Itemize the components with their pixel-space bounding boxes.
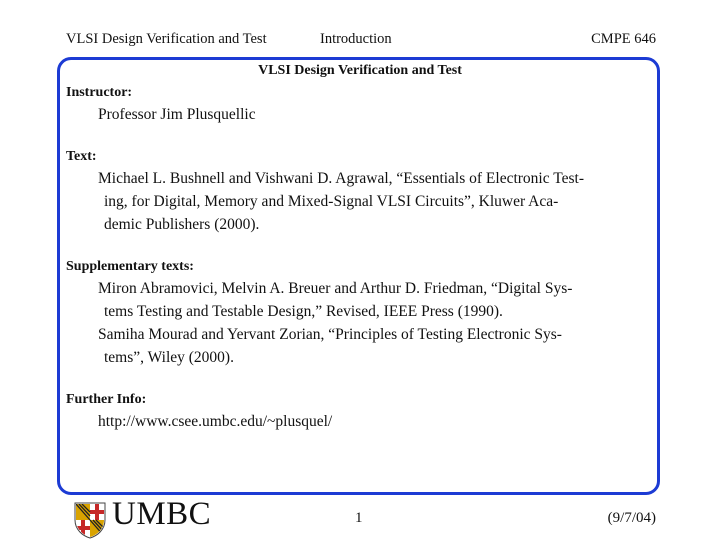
further-info-url: http://www.csee.umbc.edu/~plusquel/ [98,413,333,430]
instructor-name: Professor Jim Plusquellic [98,106,256,123]
text-heading: Text: [66,149,97,164]
header-course-code: CMPE 646 [591,31,656,47]
text-line: demic Publishers (2000). [104,216,260,233]
further-info-heading: Further Info: [66,392,147,407]
text-line: ing, for Digital, Memory and Mixed-Signal VLSI Circuits”, Kluwer Aca- [104,193,559,210]
header-section: Introduction [320,31,392,47]
instructor-heading: Instructor: [66,85,133,100]
slide-content [66,82,666,433]
supplementary-line: tems”, Wiley (2000). [104,349,234,366]
supplementary-line: Miron Abramovici, Melvin A. Breuer and Arthur D. Friedman, “Digital Sys- [98,280,573,297]
supplementary-heading: Supplementary texts: [66,259,194,274]
page-number: 1 [355,510,363,526]
umbc-seal-icon [72,500,108,540]
footer-date: (9/7/04) [607,510,656,526]
slide-title: VLSI Design Verification and Test [258,63,462,78]
supplementary-line: Samiha Mourad and Yervant Zorian, “Principles of Testing Electronic Sys- [98,326,562,343]
supplementary-line: tems Testing and Testable Design,” Revised, IEEE Press (1990). [104,303,503,320]
umbc-logo-text: UMBC [112,496,212,532]
header-course-name: VLSI Design Verification and Test [66,31,267,47]
text-line: Michael L. Bushnell and Vishwani D. Agrawal, “Essentials of Electronic Test- [98,170,584,187]
